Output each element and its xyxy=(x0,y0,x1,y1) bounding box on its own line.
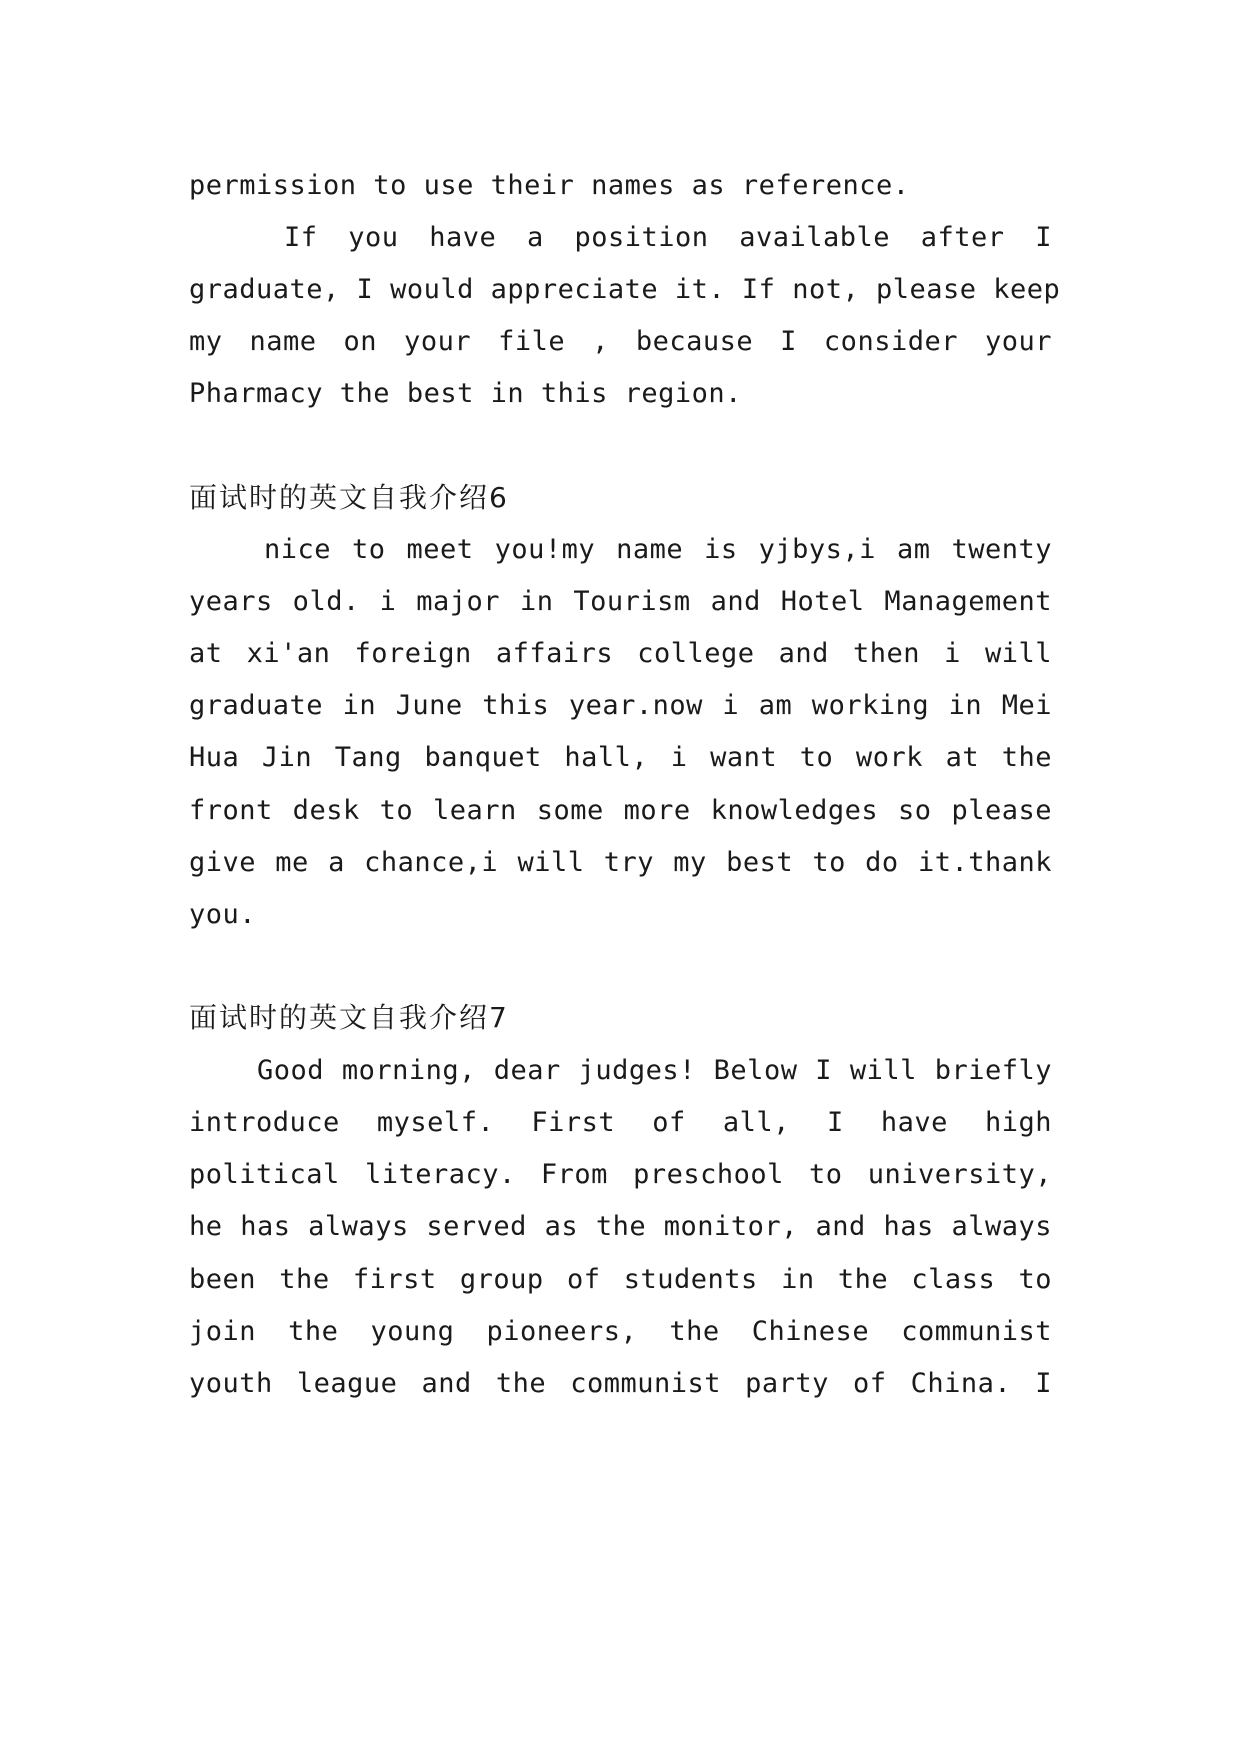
paragraph-line: at xi'an foreign affairs college and then i will xyxy=(189,638,1052,669)
paragraph-line: If you have a position available after I xyxy=(284,222,1052,253)
paragraph-line: Good morning, dear judges! Below I will briefly xyxy=(257,1055,1052,1086)
paragraph-line: nice to meet you!my name is yjbys,i am twenty xyxy=(264,534,1052,565)
paragraph-line: he has always served as the monitor, and has always xyxy=(189,1211,1052,1242)
paragraph-line: give me a chance,i will try my best to do it.thank xyxy=(189,847,1052,878)
paragraph-line: front desk to learn some more knowledges so please xyxy=(189,795,1052,826)
paragraph-line: introduce myself. First of all, I have high xyxy=(189,1107,1052,1138)
paragraph-line: graduate, I would appreciate it. If not, please keep xyxy=(189,274,1061,305)
paragraph-line: my name on your file , because I consider your xyxy=(189,326,1052,357)
section-heading: 面试时的英文自我介绍7 xyxy=(189,1001,509,1034)
paragraph-line: permission to use their names as reference. xyxy=(189,170,910,201)
section-heading: 面试时的英文自我介绍6 xyxy=(189,481,509,514)
paragraph-line: join the young pioneers, the Chinese communist xyxy=(189,1316,1052,1347)
paragraph-line: you. xyxy=(189,899,257,930)
paragraph-line: graduate in June this year.now i am working in Mei xyxy=(189,690,1052,721)
paragraph-line: political literacy. From preschool to university, xyxy=(189,1159,1052,1190)
paragraph-line: Pharmacy the best in this region. xyxy=(189,378,742,409)
paragraph-line: been the first group of students in the class to xyxy=(189,1264,1052,1295)
paragraph-line: years old. i major in Tourism and Hotel Management xyxy=(189,586,1052,617)
paragraph-line: youth league and the communist party of China. I xyxy=(189,1368,1052,1399)
paragraph-line: Hua Jin Tang banquet hall, i want to work at the xyxy=(189,742,1052,773)
